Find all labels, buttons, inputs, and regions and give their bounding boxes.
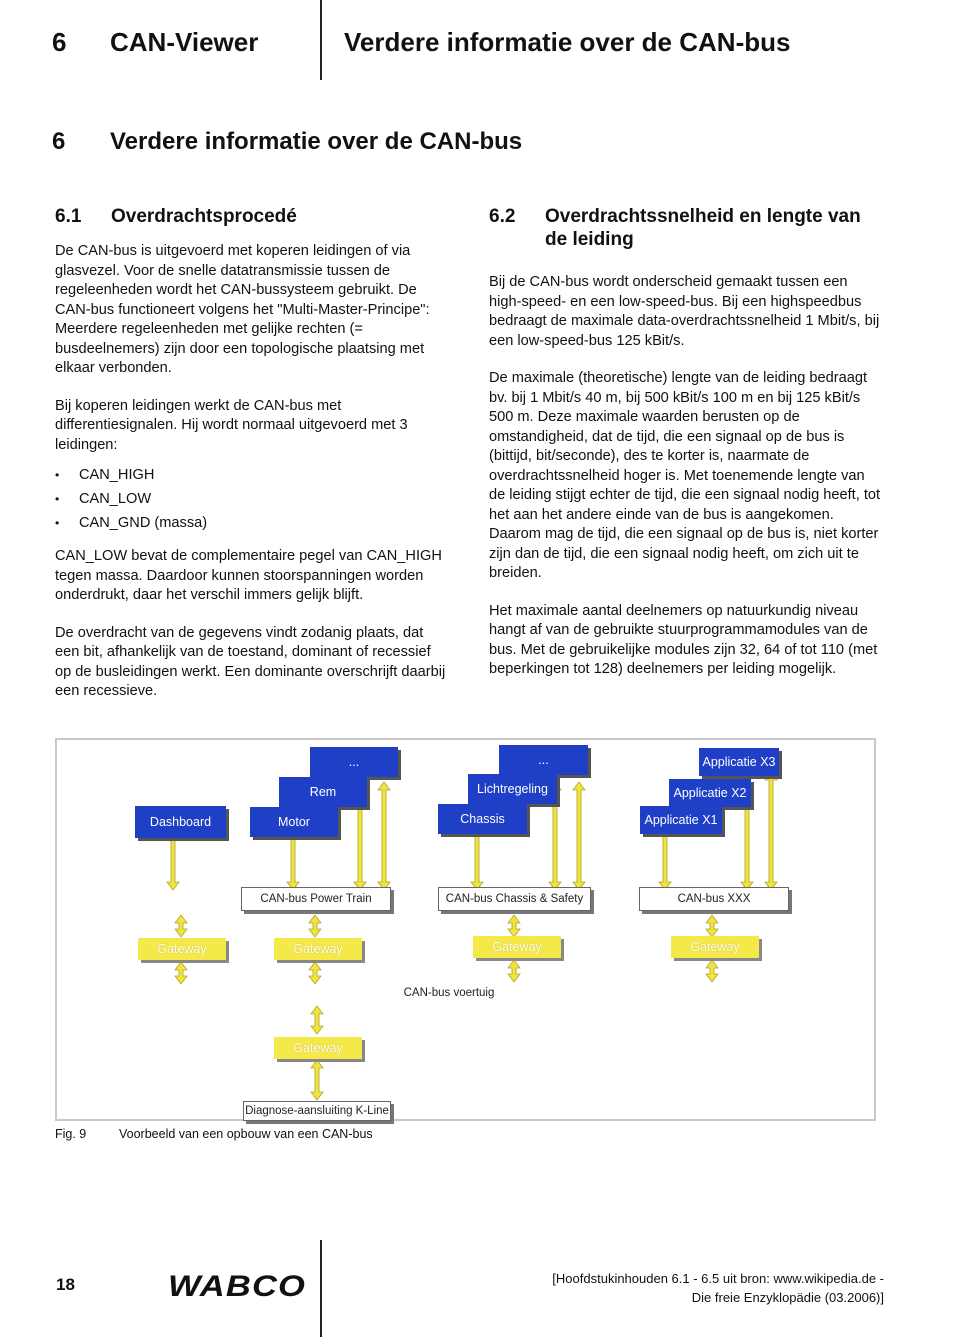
right-column [489, 205, 884, 680]
header-chapter-title: CAN-Viewer [110, 27, 259, 57]
source-line: [Hoofdstukinhouden 6.1 - 6.5 uit bron: www.wikipedia.de - [552, 1271, 884, 1286]
page-number: 18 [56, 1275, 75, 1294]
list-item: • CAN_HIGH [55, 463, 450, 487]
arrow [309, 915, 321, 937]
can-bus-diagram [55, 738, 876, 1121]
paragraph: Bij de CAN-bus wordt onderscheid gemaakt tussen een high-speed- en een low-speed-bus. Bij een highspeedbus bedraagt de maximale data-overdrachtssnelheid 1 Mbit/s, bij een low-speed-bus 125 kBit/s. [489, 274, 880, 349]
arrow [508, 960, 520, 982]
unit-powertrain-more: ... [310, 747, 398, 777]
arrow [471, 828, 483, 890]
arrow [311, 1060, 323, 1100]
main-heading [52, 128, 522, 156]
unit-chassis-more: ... [499, 745, 588, 775]
diagnose-k-line: Diagnose-aansluiting K-Line [243, 1101, 391, 1121]
arrow [309, 962, 321, 984]
gateway: Gateway [138, 938, 226, 960]
bus-power-train: CAN-bus Power Train [241, 887, 391, 911]
section-title: Overdrachtsprocedé [111, 206, 297, 227]
paragraph: De maximale (theoretische) lengte van de leiding bedraagt bv. bij 1 Mbit/s 40 m, bij 500 kBit/s 100 m en bij 125 kBit/s 500 m. Deze maximale waarden berusten op de omstandigheid, dat de tijd, die een signaal op de bus is (bittijd, bit/seconde), des te korter is, naarmate de overdrachtssnelheid hoger is. Met toenemende lengte van de leiding stijgt echter de tijd, die een signaal nodig heeft, tot het aan het andere einde van de bus is aangekomen. Daarom mag de tijd, die een signaal op de bus is, niet korter zijn dan de tijd, die een signaal nodig heeft, om zich uit te breiden. [489, 370, 881, 581]
list-item: • CAN_GND (massa) [55, 511, 450, 535]
arrow [573, 782, 585, 890]
section-title: Overdrachtssnelheid en lengte van de leiding [545, 206, 861, 250]
arrow [175, 915, 187, 937]
arrow [508, 915, 520, 937]
source-line: Die freie Enzyklopädie (03.2006)] [691, 1290, 884, 1305]
main-heading-number: 6 [52, 128, 66, 155]
arrow [765, 772, 777, 890]
unit-applicatie-x2: Applicatie X2 [669, 779, 751, 807]
gateway: Gateway [274, 1037, 362, 1059]
figure-caption: Voorbeeld van een opbouw van een CAN-bus [119, 1127, 373, 1141]
figure-label: Fig. 9 [55, 1127, 87, 1141]
unit-applicatie-x1: Applicatie X1 [640, 806, 722, 834]
left-column [55, 205, 450, 702]
bus-xxx: CAN-bus XXX [639, 887, 789, 911]
unit-lichtregeling: Lichtregeling [468, 774, 557, 804]
arrow [706, 960, 718, 982]
header-divider [320, 0, 322, 80]
list-item: • CAN_LOW [55, 487, 450, 511]
paragraph: De overdracht van de gegevens vindt zodanig plaats, dat een bit, afhankelijk van de toestand, dominant of recessief op de busleidingen werkt. Een dominante overschrijft daarbij een recessieve. [55, 624, 446, 699]
arrow [706, 915, 718, 937]
paragraph: Bij koperen leidingen werkt de CAN-bus met differentiesignalen. Hij wordt normaal uitgevoerd met 3 leidingen: [55, 397, 408, 453]
arrow [175, 962, 187, 984]
bus-chassis-safety: CAN-bus Chassis & Safety [438, 887, 591, 911]
paragraph: CAN_LOW bevat de complementaire pegel van CAN_HIGH tegen massa. Daardoor kunnen stoorspanningen worden onderdrukt, daar het verschil immers gelijk blijft. [55, 548, 442, 603]
gateway: Gateway [274, 938, 362, 960]
paragraph: Het maximale aantal deelnemers op natuurkundig niveau hangt af van de gebruikte stuurprogrammamodules van de bus. Met de gebruikelijke modules zijn 32, 64 of tot 110 (met beperkingen tot 128) deelnemers per leiding mogelijk. [489, 602, 878, 677]
wabco-logo: WABCO [168, 1270, 306, 1303]
section-number: 6.1 [55, 206, 82, 227]
header-chapter-number: 6 [52, 27, 67, 57]
unit-applicatie-x3: Applicatie X3 [699, 748, 779, 776]
unit-chassis: Chassis [438, 804, 527, 834]
unit-motor: Motor [250, 807, 338, 837]
unit-dashboard: Dashboard [135, 806, 226, 838]
arrow [378, 782, 390, 890]
section-number: 6.2 [489, 206, 516, 227]
arrow [741, 800, 753, 890]
gateway: Gateway [473, 936, 561, 958]
main-heading-title: Verdere informatie over de CAN-bus [110, 128, 523, 155]
header-section-title: Verdere informatie over de CAN-bus [344, 27, 791, 57]
section-heading-6-2 [489, 205, 884, 251]
arrow [659, 828, 671, 890]
page-header [0, 0, 960, 80]
arrow [311, 1006, 323, 1034]
paragraph: De CAN-bus is uitgevoerd met koperen leidingen of via glasvezel. Voor de snelle datatransmissie tussen de regeleenheden wordt het CAN-bussysteem gebruikt. De CAN-bus functioneert volgens het "Multi-Master-Principe": Meerdere regeleenheden met gelijke rechten (= busdeelnemers) zijn door een topologische plaatsing met elkaar verbonden. [55, 243, 430, 376]
bus-voertuig: CAN-bus voertuig [137, 984, 761, 1002]
gateway: Gateway [671, 936, 759, 958]
section-heading-6-1 [55, 205, 450, 228]
bullet-list [55, 463, 450, 535]
arrow [287, 828, 299, 890]
source-note [552, 1269, 884, 1307]
unit-rem: Rem [279, 777, 367, 807]
footer-divider [320, 1240, 322, 1337]
